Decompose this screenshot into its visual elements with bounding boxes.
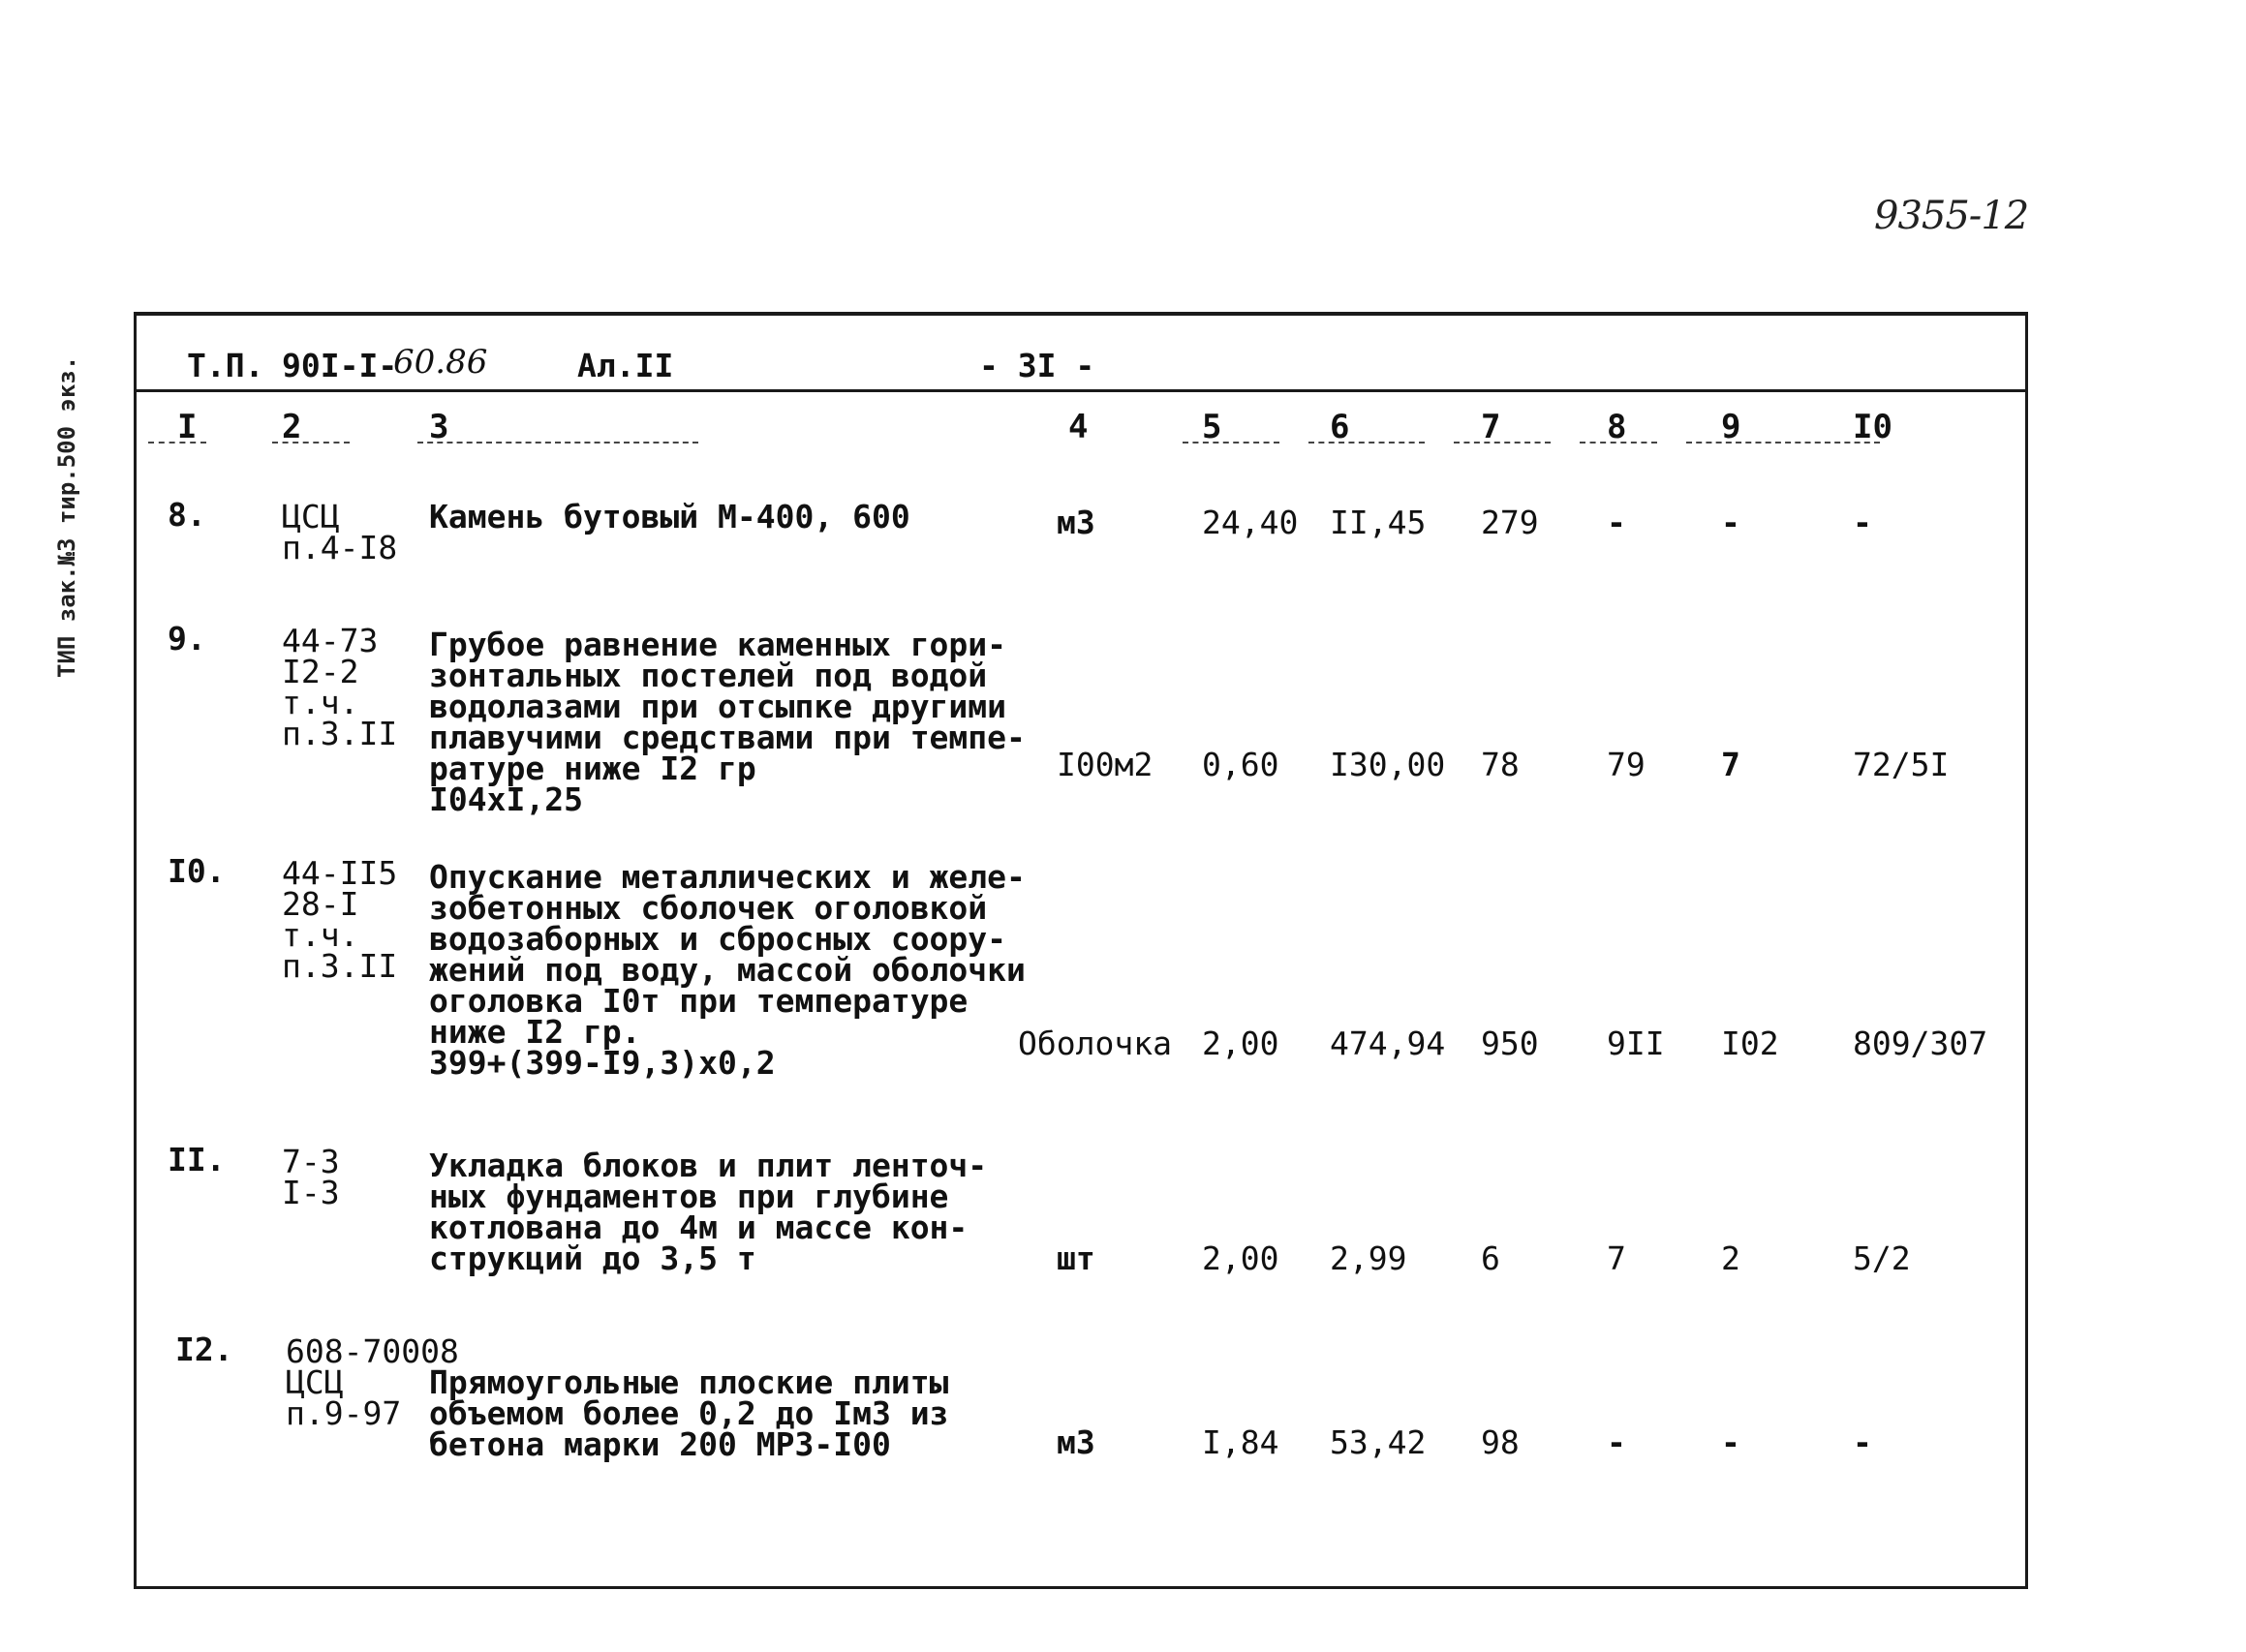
row-description: Грубое равнение каменных гори- зонтальных постелей под водой водолазами при отсыпке другими плавучими средствами при темпе- ратуре ниже I2 гр I04xI,25 <box>429 626 1026 818</box>
col-header-3: 3 <box>429 408 449 446</box>
row-code: 44-II5 28-I т.ч. п.3.II <box>282 854 398 985</box>
row-col6: 2,99 <box>1330 1239 1407 1277</box>
col-underline-3 <box>417 442 698 444</box>
page-number: - 3I - <box>979 347 1095 384</box>
row-unit: м3 <box>1057 1423 1095 1461</box>
row-description: Прямоугольные плоские плиты объемом более 0,2 до Iм3 из бетона марки 200 МРЗ-I00 <box>429 1363 949 1463</box>
row-col7: 98 <box>1481 1423 1520 1461</box>
row-description: Опускание металлических и желе- зобетонных сболочек оголовкой водозаборных и сбросных соору- жений под воду, массой оболочки оголовка I0т при температуре ниже I2 гр. 399+(399-I9,3)x0,2 <box>429 858 1026 1082</box>
sheet-title-row <box>137 316 2025 392</box>
row-col5: 2,00 <box>1202 1239 1279 1277</box>
row-col5: 0,60 <box>1202 746 1279 783</box>
row-col7: 6 <box>1481 1239 1500 1277</box>
col-header-9: 9 <box>1721 408 1741 446</box>
row-col8: 9II <box>1607 1025 1665 1062</box>
album-label: Ал.II <box>577 347 674 384</box>
row-col9: I02 <box>1721 1025 1779 1062</box>
estimate-sheet <box>134 312 2028 1589</box>
row-col10: 72/5I <box>1853 746 1950 783</box>
col-header-7: 7 <box>1481 408 1501 446</box>
col-header-8: 8 <box>1607 408 1627 446</box>
corner-stamp: 9355-12 <box>1874 194 2029 238</box>
row-col6: 474,94 <box>1330 1025 1446 1062</box>
row-number: 8. <box>168 496 206 534</box>
row-col9: - <box>1721 1423 1740 1461</box>
row-col8: 79 <box>1607 746 1646 783</box>
row-col6: II,45 <box>1330 504 1427 541</box>
row-col9: 7 <box>1721 746 1740 783</box>
col-underline-9-10 <box>1686 442 1880 444</box>
row-unit: шт <box>1057 1239 1095 1277</box>
row-col8: 7 <box>1607 1239 1626 1277</box>
row-number: II. <box>168 1141 226 1178</box>
row-number: I2. <box>175 1331 233 1368</box>
row-code: ЦСЦ п.4-I8 <box>282 498 398 566</box>
row-number: I0. <box>168 852 226 890</box>
row-col5: I,84 <box>1202 1423 1279 1461</box>
col-underline-8 <box>1580 442 1657 444</box>
col-header-5: 5 <box>1202 408 1222 446</box>
row-description: Укладка блоков и плит ленточ- ных фундаментов при глубине котлована до 4м и массе кон- струкций до 3,5 т <box>429 1147 988 1277</box>
col-underline-2 <box>272 442 350 444</box>
row-code: 7-3 I-3 <box>282 1143 340 1211</box>
row-unit: I00м2 <box>1057 746 1154 783</box>
tp-handwritten-number: 60.86 <box>393 343 488 382</box>
col-underline-7 <box>1454 442 1551 444</box>
row-col10: 809/307 <box>1853 1025 1988 1062</box>
row-col10: - <box>1853 1423 1872 1461</box>
col-header-6: 6 <box>1330 408 1350 446</box>
col-header-4: 4 <box>1068 408 1089 446</box>
row-number: 9. <box>168 620 206 658</box>
col-underline-6 <box>1308 442 1425 444</box>
row-col9: 2 <box>1721 1239 1740 1277</box>
row-col8: - <box>1607 1423 1626 1461</box>
row-col7: 279 <box>1481 504 1539 541</box>
row-col7: 950 <box>1481 1025 1539 1062</box>
tp-label: Т.П. <box>187 347 264 384</box>
tp-number: 90I-I- <box>282 347 398 384</box>
row-col8: - <box>1607 504 1626 541</box>
row-col6: I30,00 <box>1330 746 1446 783</box>
col-header-1: I <box>177 408 198 446</box>
row-col10: - <box>1853 504 1872 541</box>
row-description: Камень бутовый М-400, 600 <box>429 498 910 535</box>
side-print-note: ТИП зак.№3 тир.500 экз. <box>53 355 80 678</box>
row-unit: Оболочка <box>1018 1025 1172 1062</box>
row-col9: - <box>1721 504 1740 541</box>
row-col5: 24,40 <box>1202 504 1299 541</box>
col-underline-5 <box>1183 442 1279 444</box>
col-underline-1 <box>148 442 206 444</box>
row-code: 44-73 I2-2 т.ч. п.3.II <box>282 622 398 752</box>
row-col7: 78 <box>1481 746 1520 783</box>
col-header-10: I0 <box>1853 408 1892 446</box>
row-col10: 5/2 <box>1853 1239 1911 1277</box>
row-col5: 2,00 <box>1202 1025 1279 1062</box>
col-header-2: 2 <box>282 408 302 446</box>
row-unit: м3 <box>1057 504 1095 541</box>
row-col6: 53,42 <box>1330 1423 1427 1461</box>
row-code: 608-70008 ЦСЦ п.9-97 <box>286 1332 459 1432</box>
